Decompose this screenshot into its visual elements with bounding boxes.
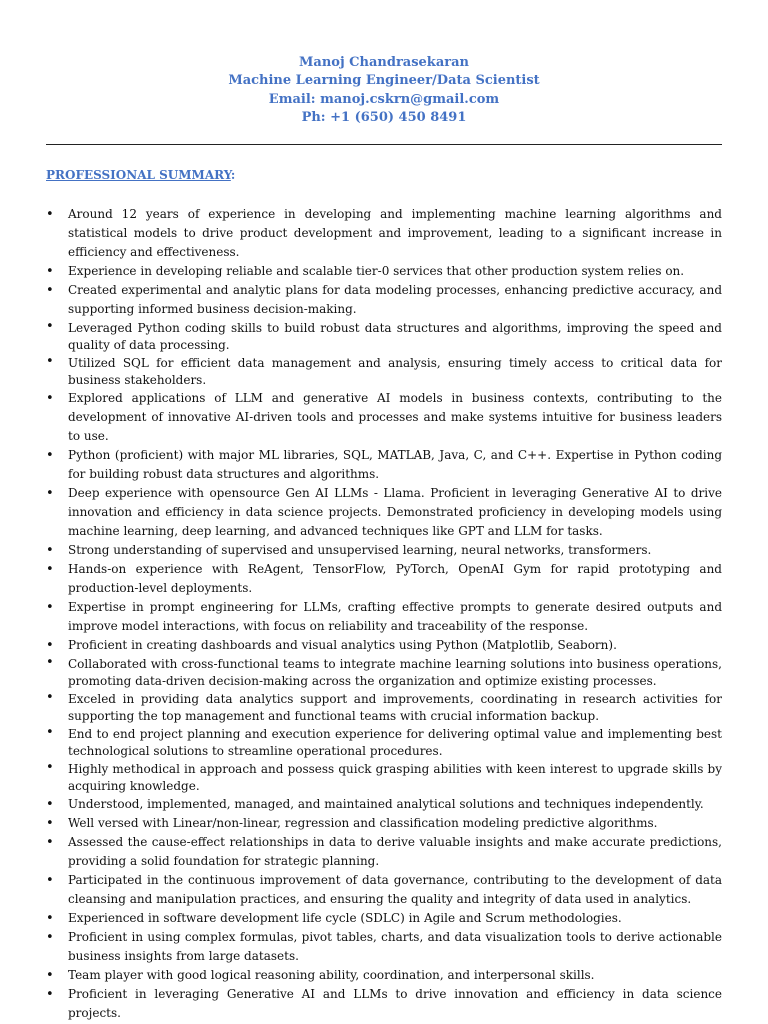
list-item: • Highly methodical in approach and possess quick grasping abilities with keen interest to upgrade skills by acquiring knowledge. xyxy=(46,760,722,795)
list-item: • Team player with good logical reasoning ability, coordination, and interpersonal skills. xyxy=(46,966,722,985)
list-item: • Explored applications of LLM and generative AI models in business contexts, contributing to the development of innovative AI-driven tools and processes and make systems intuitive for business leaders to use. xyxy=(46,389,722,446)
list-item: • Experience in developing reliable and scalable tier-0 services that other production system relies on. xyxy=(46,262,722,281)
candidate-name: Manoj Chandrasekaran xyxy=(299,55,469,70)
list-item: • Understood, implemented, managed, and maintained analytical solutions and techniques independently. xyxy=(46,795,722,814)
candidate-email: Email: manoj.cskrn@gmail.com xyxy=(268,91,500,107)
resume-header xyxy=(0,54,768,127)
list-item: • Assessed the cause-effect relationships in data to derive valuable insights and make accurate predictions, providing a solid foundation for strategic planning. xyxy=(46,833,722,871)
list-item: • Proficient in using complex formulas, pivot tables, charts, and data visualization tools to derive actionable business insights from large datasets. xyxy=(46,928,722,966)
list-item: • Strong understanding of supervised and unsupervised learning, neural networks, transformers. xyxy=(46,541,722,560)
list-item: • Python (proficient) with major ML libraries, SQL, MATLAB, Java, C, and C++. Expertise in Python coding for building robust data structures and algorithms. xyxy=(46,446,722,484)
section-heading-colon: : xyxy=(230,168,236,182)
candidate-phone: Ph: +1 (650) 450 8491 xyxy=(301,109,467,125)
list-item: • Well versed with Linear/non-linear, regression and classification modeling predictive algorithms. xyxy=(46,814,722,833)
list-item: • End to end project planning and execution experience for delivering optimal value and implementing best technological solutions to streamline operational procedures. xyxy=(46,725,722,760)
list-item: • Exceled in providing data analytics support and improvements, coordinating in research activities for supporting the top management and functional teams with crucial information backup. xyxy=(46,690,722,725)
list-item: • Around 12 years of experience in developing and implementing machine learning algorithms and statistical models to drive product development and improvement, leading to a significant increase in efficiency and effectiveness. xyxy=(46,205,722,262)
list-item: • Utilized SQL for efficient data management and analysis, ensuring timely access to critical data for business stakeholders. xyxy=(46,354,722,389)
list-item: • Hands-on experience with ReAgent, TensorFlow, PyTorch, OpenAI Gym for rapid prototyping and production-level deployments. xyxy=(46,560,722,598)
section-heading xyxy=(46,168,235,182)
list-item: • Expertise in prompt engineering for LLMs, crafting effective prompts to generate desired outputs and improve model interactions, with focus on reliability and traceability of the response. xyxy=(46,598,722,636)
list-item: • Proficient in leveraging Generative AI and LLMs to drive innovation and efficiency in data science projects. xyxy=(46,985,722,1023)
list-item: • Proficient in creating dashboards and visual analytics using Python (Matplotlib, Seaborn). xyxy=(46,636,722,655)
list-item: • Experienced in software development life cycle (SDLC) in Agile and Scrum methodologies. xyxy=(46,909,722,928)
summary-list xyxy=(46,205,722,1023)
list-item: • Leveraged Python coding skills to build robust data structures and algorithms, improving the speed and quality of data processing. xyxy=(46,319,722,354)
list-item: • Deep experience with opensource Gen AI LLMs - Llama. Proficient in leveraging Generative AI to drive innovation and efficiency in data science projects. Demonstrated proficiency in developing models using machine learning, deep learning, and advanced techniques like GPT and LLM for tasks. xyxy=(46,484,722,541)
section-heading-text: PROFESSIONAL SUMMARY xyxy=(46,168,231,182)
header-divider xyxy=(46,144,722,145)
list-item: • Participated in the continuous improvement of data governance, contributing to the development of data cleansing and manipulation practices, and ensuring the quality and integrity of data used in analytics. xyxy=(46,871,722,909)
candidate-title: Machine Learning Engineer/Data Scientist xyxy=(228,73,540,89)
list-item: • Created experimental and analytic plans for data modeling processes, enhancing predictive accuracy, and supporting informed business decision-making. xyxy=(46,281,722,319)
list-item: • Collaborated with cross-functional teams to integrate machine learning solutions into business operations, promoting data-driven decision-making across the organization and optimize existing processes. xyxy=(46,655,722,690)
